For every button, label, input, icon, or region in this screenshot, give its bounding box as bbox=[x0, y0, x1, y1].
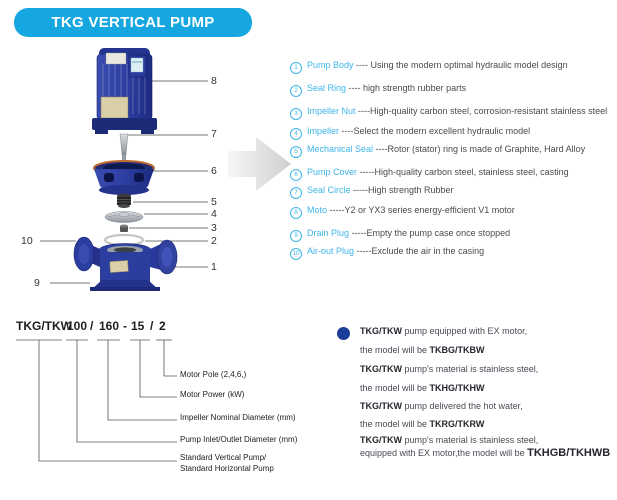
part-name: Seal Circle bbox=[307, 185, 351, 195]
note-line-7: TKG/TKW pump's material is stainless steel, bbox=[360, 435, 539, 445]
circled-number-icon: 1 bbox=[290, 62, 302, 74]
pump-nameplate bbox=[110, 260, 129, 272]
part-desc: -----Y2 or YX3 series energy-efficient V1 motor bbox=[327, 205, 515, 215]
part-desc: ---- high strength rubber parts bbox=[346, 83, 467, 93]
part-item-4 bbox=[290, 126, 530, 140]
motor bbox=[92, 48, 157, 134]
part-desc: ----High-quality carbon steel, corrosion-resistant stainless steel bbox=[355, 106, 608, 116]
note-line-6: the model will be TKRG/TKRW bbox=[360, 419, 485, 429]
callout-leader-lines bbox=[40, 81, 208, 283]
note-line-8: equipped with EX motor,the model will be TKHGB/TKHWB bbox=[360, 447, 611, 459]
part-desc: -----High strength Rubber bbox=[350, 185, 454, 195]
part-item-9 bbox=[290, 228, 510, 242]
label-standard-horizontal: Standard Horizontal Pump bbox=[180, 464, 274, 473]
circled-number-icon: 10 bbox=[290, 248, 302, 260]
callout-6: 6 bbox=[211, 165, 217, 177]
pump-body bbox=[74, 237, 177, 291]
callout-7: 7 bbox=[211, 128, 217, 140]
callout-3: 3 bbox=[211, 222, 217, 234]
motor-nameplate bbox=[101, 97, 128, 118]
circled-number-icon: 4 bbox=[290, 128, 302, 140]
model-breakdown-lines bbox=[16, 340, 177, 461]
motor-top-label bbox=[106, 53, 126, 64]
part-name: Seal Ring bbox=[307, 83, 347, 93]
circled-number-icon: 8 bbox=[290, 207, 302, 219]
callout-10: 10 bbox=[21, 235, 33, 247]
terminal-box bbox=[129, 56, 146, 77]
circled-number-icon: 9 bbox=[290, 230, 302, 242]
part-item-10 bbox=[290, 246, 484, 260]
page-title: TKG VERTICAL PUMP bbox=[51, 14, 215, 31]
part-name: Moto bbox=[307, 205, 328, 215]
label-motor-power: Motor Power (kW) bbox=[180, 390, 245, 399]
bullet-icon bbox=[337, 327, 350, 340]
part-name: Air-out Plug bbox=[307, 246, 355, 256]
title-banner bbox=[14, 8, 252, 37]
model-power: 15 bbox=[131, 319, 145, 333]
circled-number-icon: 7 bbox=[290, 187, 302, 199]
part-name: Impeller bbox=[307, 126, 340, 136]
mechanical-seal bbox=[117, 194, 131, 208]
model-impeller-size: 160 bbox=[99, 319, 120, 333]
impeller-nut bbox=[120, 225, 128, 233]
part-name: Mechanical Seal bbox=[307, 144, 374, 154]
part-desc: -----Empty the pump case once stopped bbox=[349, 228, 511, 238]
callout-9: 9 bbox=[34, 277, 40, 289]
part-desc: ---- Using the modern optimal hydraulic model design bbox=[353, 60, 568, 70]
note-line-1: TKG/TKW pump equipped with EX motor, bbox=[360, 326, 528, 336]
callout-2: 2 bbox=[211, 235, 217, 247]
impeller bbox=[105, 212, 143, 223]
note-line-4: the model will be TKHG/TKHW bbox=[360, 383, 485, 393]
part-item-2 bbox=[290, 83, 466, 97]
part-item-3 bbox=[290, 106, 607, 120]
callout-8: 8 bbox=[211, 75, 217, 87]
label-impeller-diam: Impeller Nominal Diameter (mm) bbox=[180, 413, 296, 422]
part-name: Pump Cover bbox=[307, 167, 358, 177]
part-desc: ----Select the modern excellent hydraulic model bbox=[339, 126, 531, 136]
circled-number-icon: 2 bbox=[290, 85, 302, 97]
label-standard-vertical: Standard Vertical Pump/ bbox=[180, 453, 267, 462]
model-series: TKG/TKW bbox=[16, 319, 72, 333]
pump-cover bbox=[94, 161, 154, 195]
part-desc: -----Exclude the air in the casing bbox=[354, 246, 485, 256]
note-line-5: TKG/TKW pump delivered the hot water, bbox=[360, 401, 523, 411]
part-item-6 bbox=[290, 167, 569, 181]
part-desc: -----High-quality carbon steel, stainless steel, casting bbox=[357, 167, 569, 177]
circled-number-icon: 3 bbox=[290, 108, 302, 120]
circled-number-icon: 6 bbox=[290, 169, 302, 181]
model-slash: / bbox=[90, 319, 94, 333]
shaft bbox=[120, 134, 128, 166]
seal-ring bbox=[105, 235, 143, 245]
note-line-3: TKG/TKW pump's material is stainless steel, bbox=[360, 364, 539, 374]
note-line-2: the model will be TKBG/TKBW bbox=[360, 345, 485, 355]
part-item-1 bbox=[290, 60, 568, 74]
model-inlet-size: 100 bbox=[67, 319, 88, 333]
part-item-8 bbox=[290, 205, 515, 219]
part-name: Pump Body bbox=[307, 60, 354, 70]
label-motor-pole: Motor Pole (2,4,6,) bbox=[180, 370, 247, 379]
callout-1: 1 bbox=[211, 261, 217, 273]
model-slash-2: / bbox=[150, 319, 154, 333]
part-item-7 bbox=[290, 185, 454, 199]
part-name: Impeller Nut bbox=[307, 106, 356, 116]
part-name: Drain Plug bbox=[307, 228, 350, 238]
part-item-5 bbox=[290, 144, 585, 158]
callout-4: 4 bbox=[211, 208, 217, 220]
callout-5: 5 bbox=[211, 196, 217, 208]
right-arrow-icon bbox=[228, 137, 291, 191]
model-pole: 2 bbox=[159, 319, 166, 333]
model-dash: - bbox=[123, 319, 127, 333]
part-desc: ----Rotor (stator) ring is made of Graphite, Hard Alloy bbox=[373, 144, 586, 154]
label-inlet-outlet: Pump Inlet/Outlet Diameter (mm) bbox=[180, 435, 298, 444]
circled-number-icon: 5 bbox=[290, 146, 302, 158]
